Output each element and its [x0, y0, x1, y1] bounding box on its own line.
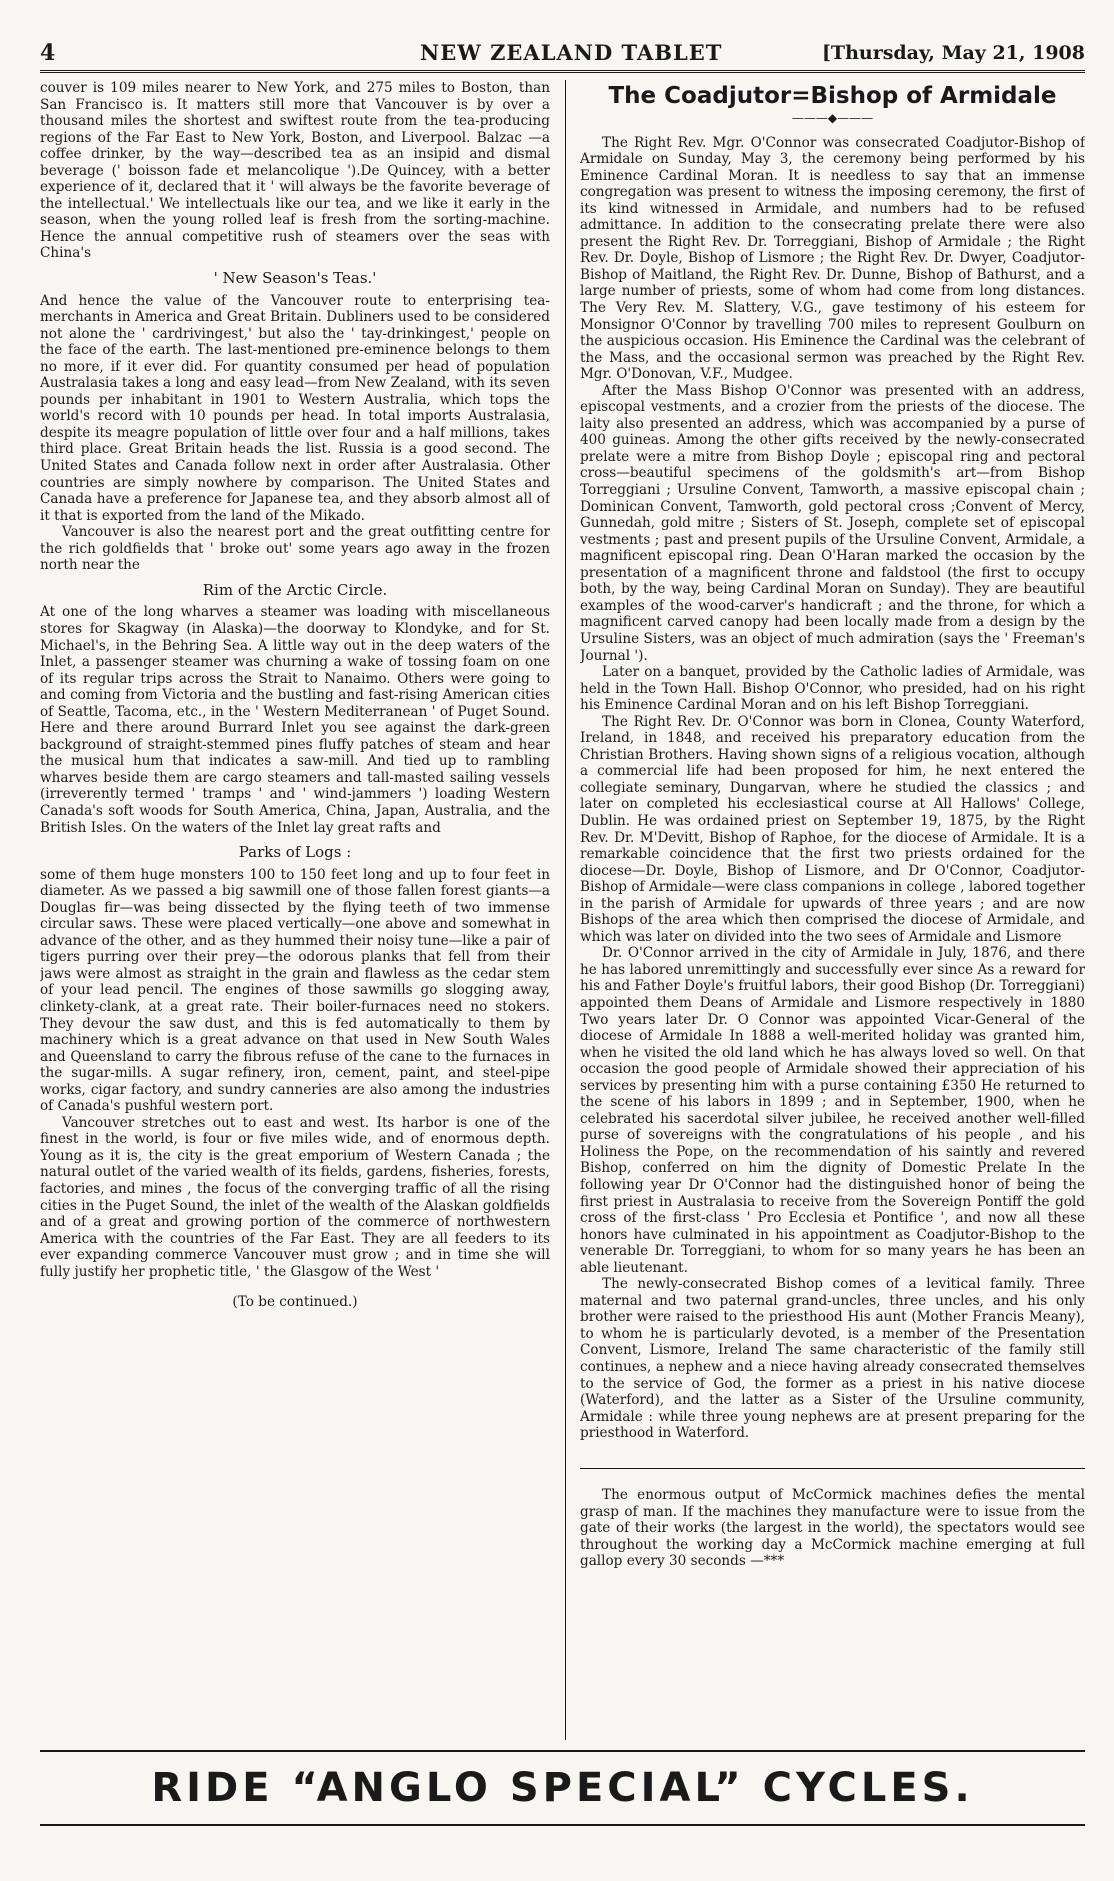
masthead — [40, 30, 1085, 73]
bishop-paragraph-2: After the Mass Bishop O'Connor was presented with an address, episcopal vestments, and a crozier from the priests of the diocese. The laity also presented an address, which was accompanied by a purse of 400 guineas. Among the other gifts received by the newly-consecrated prelate were a mitre from Bishop Doyle ; episcopal ring and pectoral cross—beautiful specimens of the goldsmith's art—from Bishop Torreggiani ; Ursuline Convent, Tamworth, a massive episcopal chain ; Dominican Convent, Tamworth, gold pectoral cross ;Convent of Mercy, Gunnedah, gold mitre ; Sisters of St. Joseph, complete set of episcopal vestments ; past and present pupils of the Ursuline Convent, Armidale, a magnificent episcopal ring. Dean O'Haran marked the occasion by the presentation of a magnificent throne and faldstool (the first to occupy both, by the way, being Cardinal Moran on Sunday). They are beautiful examples of the wood-carver's handicraft ; and the throne, for which a magnificent carved canopy had been locally made from a design by the Ursuline Sisters, was an object of much admiration (says the ' Freeman's Journal '). — [580, 382, 1085, 664]
vancouver-paragraph-5: some of them huge monsters 100 to 150 feet long and up to four feet in diameter. As we passed a big sawmill one of those fallen forest giants—a Douglas fir—was being dissected by the flying teeth of two immense circular saws. These were placed vertically—one above and somewhat in advance of the other, and as they hummed their noisy tune—like a pair of tigers purring over their prey—the odorous planks that fell from their jaws were almost as straight in the grain and flawless as the cedar stem of your lead pencil. The engines of those sawmills go slogging away, clinkety-clank, at a great rate. Their boiler-furnaces need no stokers. They devour the saw dust, and this is fed automatically to them by machinery which is a great advance on that used in New South Wales and Queensland to carry the fibrous refuse of the cane to the furnaces in the sugar-mills. A sugar refinery, iron, cement, paint, and steel-pipe works, cigar factory, and sundry canneries are also among the industries of Canada's pushful western port. — [40, 866, 550, 1115]
vancouver-paragraph-2: And hence the value of the Vancouver route to enterprising tea-merchants in America and Great Britain. Dubliners used to be considered not alone the ' cardrivingest,' but also the ' tay-drinkingest,' people on the face of the earth. The last-mentioned pre-eminence belongs to them no more, if it ever did. For quantity consumed per head of population Australasia takes a long and easy lead—from New Zealand, with its seven pounds per inhabitant in 1901 to Western Australia, which tops the world's record with 10 pounds per head. In total imports Australasia, despite its meagre population of little over four and a half millions, takes third place. Great Britain heads the list. Russia is a good second. The United States and Canada follow next in order after Australasia. Other countries are simply nowhere by comparison. The United States and Canada have a preference for Japanese tea, and they absorb almost all of it that is exported from the land of the Mikado. — [40, 292, 550, 524]
bishop-paragraph-4: The Right Rev. Dr. O'Connor was born in Clonea, County Waterford, Ireland, in 1848, and received his preparatory education from the Christian Brothers. Having shown signs of a religious vocation, although a commercial life had been proposed for him, he next entered the collegiate seminary, Dungarvan, where he studied the classics ; and later on completed his ecclesiastical course at All Hallows' College, Dublin. He was ordained priest on September 19, 1875, by the Right Rev. Dr. M'Devitt, Bishop of Raphoe, for the diocese of Armidale. It is a remarkable coincidence that the first two priests ordained for the diocese—Dr. Doyle, Bishop of Lismore, and Dr O'Connor, Coadjutor-Bishop of Armidale—were class companions in college , labored together in the parish of Armidale for upwards of three years ; and are now Bishops of the area which then comprised the diocese of Armidale, and which was later on divided into the two sees of Armidale and Lismore — [580, 713, 1085, 945]
headline-ornament: ———◆——— — [791, 111, 874, 125]
vancouver-paragraph-4: At one of the long wharves a steamer was loading with miscellaneous stores for Skagway (in Alaska)—the doorway to Klondyke, and for St. Michael's, in the Behring Sea. A little way out in the deep waters of the Inlet, a passenger steamer was churning a wake of tossing foam on one of its regular trips across the Strait to Nanaimo. Others were going to and coming from Victoria and the bustling and fast-rising American cities of Seattle, Tacoma, etc., in the ' Western Mediterranean ' of Puget Sound. Here and there around Burrard Inlet you see against the dark-green background of straight-stemmed pines fluffy patches of steam and hear the musical hum that indicates a saw-mill. And tied up to rambling wharves beside them are cargo steamers and tall-masted sailing vessels (irreverently termed ' tramps ' and ' wind-jammers ') loading Western Canada's soft woods for South America, China, Japan, Australia, and the British Isles. On the waters of the Inlet lay great rafts and — [40, 604, 550, 836]
subheading-arctic-circle: Rim of the Arctic Circle. — [202, 580, 388, 599]
vancouver-paragraph-1: couver is 109 miles nearer to New York, and 275 miles to Boston, than San Francisco is. It matters still more that Vancouver is by over a thousand miles the shortest and swiftest route from the tea-producing regions of the Far East to New York, Boston, and Liverpool. Balzac —a coffee drinker, by the way—described tea as an insipid and dismal beverage (' boisson fade et melancolique ').De Quincey, with a better experience of it, declared that it ' will always be the favorite beverage of the intellectual.' We intellectuals like our tea, and we like it early in the season, when the young rolled leaf is fresh from the sorting-machine. Hence the annual competitive rush of steamers over the seas with China's — [40, 80, 550, 262]
bishop-paragraph-3: Later on a banquet, provided by the Catholic ladies of Armidale, was held in the Town Hall. Bishop O'Connor, who presided, had on his right his Eminence Cardinal Moran and on his left Bishop Torreggiani. — [580, 664, 1085, 714]
bishop-paragraph-1: The Right Rev. Mgr. O'Connor was consecrated Coadjutor-Bishop of Armidale on Sunday, May 3, the ceremony being performed by his Eminence Cardinal Moran. It is needless to say that an immense congregation was present to witness the imposing ceremony, the first of its kind witnessed in Armidale, and numbers had to be refused admittance. In addition to the consecrating prelate there were also present the Right Rev. Dr. Torreggiani, Bishop of Armidale ; the Right Rev. Dr. Doyle, Bishop of Lismore ; the Right Rev. Dr. Dwyer, Coadjutor-Bishop of Maitland, the Right Rev. Dr. Dunne, Bishop of Bathurst, and a large number of priests, some of whom had come from long distances. The Very Rev. M. Slattery, V.G., gave testimony of his esteem for Monsignor O'Connor by travelling 700 miles to represent Goulburn on the auspicious occasion. His Eminence the Cardinal was the celebrant of the Mass, and the occasional sermon was preached by the Right Rev. Mgr. O'Donovan, V.F., Mudgee. — [580, 134, 1085, 383]
vancouver-paragraph-3: Vancouver is also the nearest port and the great outfitting centre for the rich goldfields that ' broke out' some years ago away in the frozen north near the — [40, 524, 550, 574]
column-divider — [565, 80, 566, 1740]
newspaper-page — [40, 30, 1085, 1860]
page-number: 4 — [40, 40, 56, 66]
mccormick-paragraph: The enormous output of McCormick machines defies the mental grasp of man. If the machines they manufacture were to issue from the gate of their works (the largest in the world), the spectators would see throughout the working day a McCormick machine emerging at full gallop every 30 seconds —*** — [580, 1487, 1085, 1570]
to-be-continued: (To be continued.) — [232, 1294, 358, 1311]
article-headline: The Coadjutor=Bishop of Armidale — [608, 83, 1057, 109]
left-column — [40, 80, 550, 1740]
right-column — [580, 80, 1085, 1740]
cycles-advertisement: RIDE “ANGLO SPECIAL” CYCLES. — [40, 1750, 1085, 1826]
subheading-new-season-teas: ' New Season's Teas.' — [213, 269, 377, 288]
vancouver-paragraph-6: Vancouver stretches out to east and west. Its harbor is one of the finest in the world, is four or five miles wide, and of enormous depth. Young as it is, the city is the great emporium of Western Canada ; the natural outlet of the varied wealth of its fields, gardens, fisheries, forests, factories, and mines , the focus of the converging traffic of all the rising cities in the Puget Sound, the inlet of the wealth of the Alaskan goldfields and of a great and growing portion of the commerce of northwestern America with the countries of the Far East. They are all feeders to its ever expanding commerce Vancouver must grow ; and in time she will fully justify her prophetic title, ' the Glasgow of the West ' — [40, 1114, 550, 1280]
bishop-paragraph-5: Dr. O'Connor arrived in the city of Armidale in July, 1876, and there he has labored unremittingly and successfully ever since As a reward for his and Father Doyle's fruitful labors, their good Bishop (Dr. Torreggiani) appointed them Deans of Armidale and Lismore respectively in 1880 Two years later Dr. O Connor was appointed Vicar-General of the diocese of Armidale In 1888 a well-merited holiday was granted him, when he visited the old land which he has always loved so well. On that occasion the good people of Armidale showed their appreciation of his services by presenting him with a purse containing £350 He returned to the scene of his labors in 1899 ; and in September, 1900, when he celebrated his sacerdotal silver jubilee, he received another well-filled purse of sovereigns with the congratulations of his people , and his Holiness the Pope, on the recommendation of his saintly and revered Bishop, conferred on him the dignity of Domestic Prelate In the following year Dr O'Connor had the distinguished honor of being the first priest in Australasia to receive from the Sovereign Pontiff the gold cross of the first-class ' Pro Ecclesia et Pontifice ', and now all these honors have culminated in his appointment as Coadjutor-Bishop to the venerable Dr. Torreggiani, to whom for so many years he has been an able lieutenant. — [580, 945, 1085, 1276]
issue-date: [Thursday, May 21, 1908 — [821, 42, 1085, 64]
subheading-parks-of-logs: Parks of Logs : — [238, 843, 352, 862]
publication-title: NEW ZEALAND TABLET — [420, 40, 723, 65]
bishop-paragraph-6: The newly-consecrated Bishop comes of a levitical family. Three maternal and two paternal grand-uncles, three uncles, and his only brother were raised to the priesthood His aunt (Mother Francis Meany), to whom he is particularly devoted, is a member of the Presentation Convent, Lismore, Ireland The same characteristic of the family still continues, a nephew and a niece having already consecrated themselves to the service of God, the former as a priest in his native diocese (Waterford), and the latter as a Sister of the Ursuline community, Armidale : while three young nephews are at present preparing for the priesthood in Waterford. — [580, 1276, 1085, 1442]
mccormick-note — [580, 1468, 1085, 1570]
